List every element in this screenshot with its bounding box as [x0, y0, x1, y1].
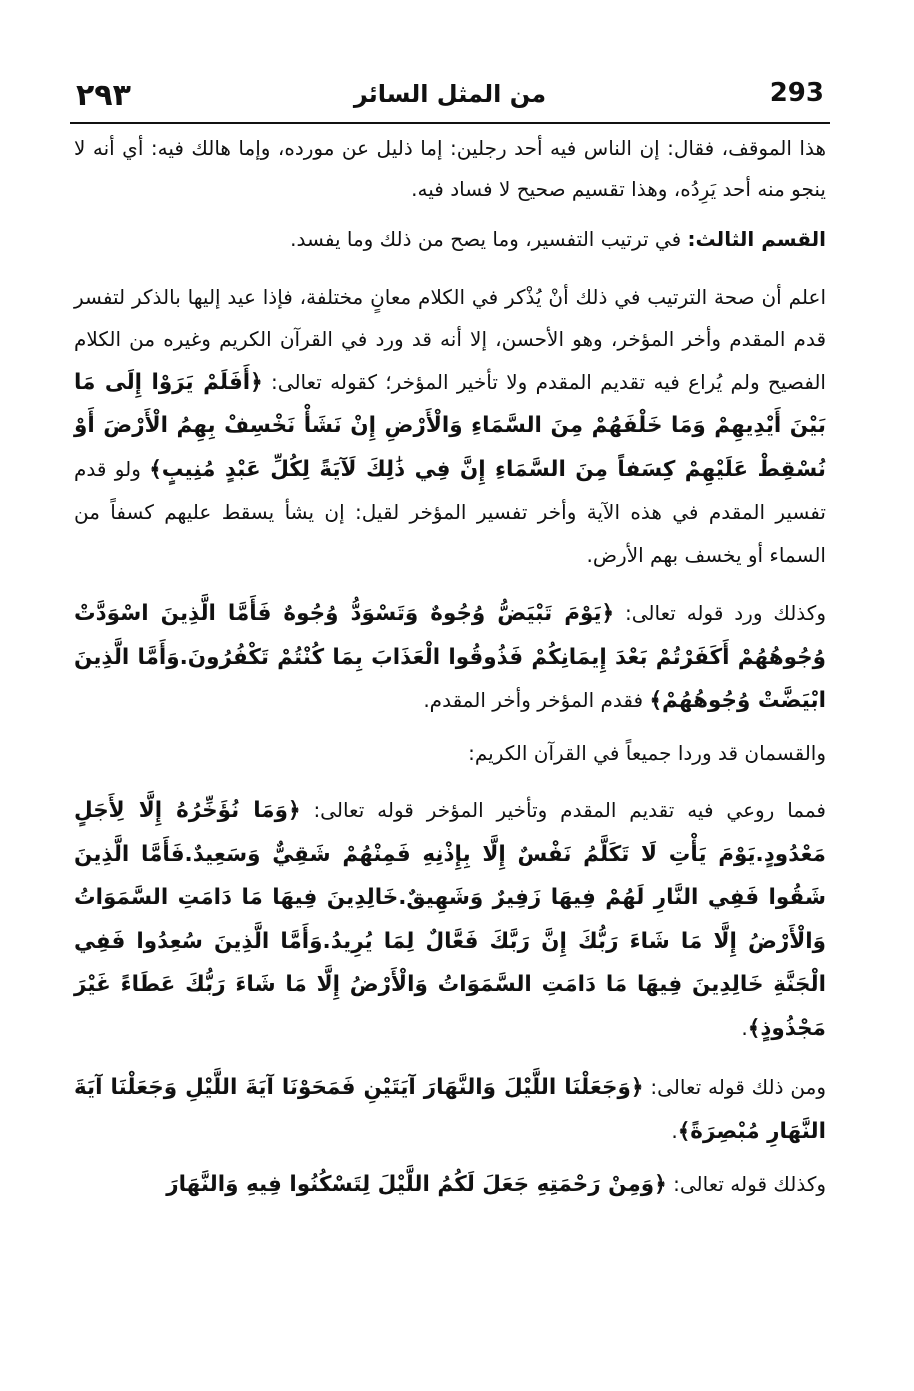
quran-verse: ﴿وَمَا نُؤَخِّرُهُ إِلَّا لِأَجَلٍ مَعْدُودٍ.يَوْمَ يَأْتِ لَا تَكَلَّمُ نَفْسٌ إِلَّا بِإِذْنِهِ فَمِنْهُمْ شَقِيٌّ وَسَعِيدٌ.فَأَمَّا الَّذِينَ شَقُوا فَفِي النَّارِ لَهُمْ فِيهَا زَفِيرٌ وَشَهِيقٌ.خَالِدِينَ فِيهَا مَا دَامَتِ السَّمَوَاتُ وَالْأَرْضُ إِلَّا مَا شَاءَ رَبُّكَ إِنَّ رَبَّكَ فَعَّالٌ لِمَا يُرِيدُ.وَأَمَّا الَّذِينَ سُعِدُوا فَفِي الْجَنَّةِ خَالِدِينَ فِيهَا مَا دَامَتِ السَّمَوَاتُ وَالْأَرْضُ إِلَّا مَا شَاءَ رَبُّكَ عَطَاءً غَيْرَ مَجْذُوذٍ﴾	[74, 798, 826, 1041]
text-segment: فمما روعي فيه تقديم المقدم وتأخير المؤخر قوله تعالى:	[300, 798, 826, 822]
body-text	[74, 128, 826, 1207]
page-number-arabic: ٢٩٣	[76, 78, 131, 113]
text-segment: وكذلك ورد قوله تعالى:	[614, 601, 826, 625]
quran-verse: ﴿وَجَعَلْنَا اللَّيْلَ وَالنَّهَارَ آيَتَيْنِ فَمَحَوْنَا آيَةَ اللَّيْلِ وَجَعَلْنَا آيَةَ النَّهَارِ مُبْصِرَةً﴾	[74, 1075, 826, 1144]
paragraph-2	[74, 219, 826, 260]
paragraph-8	[74, 1163, 826, 1207]
page-header	[70, 72, 830, 124]
quran-verse: ﴿يَوْمَ تَبْيَضُّ وُجُوهٌ وَتَسْوَدُّ وُجُوهٌ فَأَمَّا الَّذِينَ اسْوَدَّتْ وُجُوهُهُمْ أَكَفَرْتُمْ بَعْدَ إِيمَانِكُمْ فَذُوقُوا الْعَذَابَ بِمَا كُنْتُمْ تَكْفُرُونَ.وَأَمَّا الَّذِينَ ابْيَضَّتْ وُجُوهُهُمْ﴾	[74, 601, 826, 713]
text-segment: وكذلك قوله تعالى:	[666, 1172, 826, 1196]
text-segment: اعلم أن صحة الترتيب في ذلك أنْ يُذْكر في الكلام معانٍ مختلفة، فإذا عيد إليها بالذكر لتفسر قدم المقدم وأخر المؤخر، وهو الأحسن، إلا أنه قد ورد في القرآن الكريم وغيره من الكلام الفصيح ولم يُراع فيه تقديم المقدم ولا تأخير المؤخر؛ كقوله تعالى:	[74, 284, 826, 394]
paragraph-3	[74, 276, 826, 577]
text-segment: فقدم المؤخر وأخر المقدم.	[423, 688, 650, 712]
paragraph-7	[74, 1066, 826, 1153]
text-segment: في ترتيب التفسير، وما يصح من ذلك وما يفسد.	[290, 227, 688, 251]
paragraph-1	[74, 128, 826, 209]
text-segment: ومن ذلك قوله تعالى:	[643, 1075, 826, 1099]
quran-verse: ﴿وَمِنْ رَحْمَتِهِ جَعَلَ لَكُمُ اللَّيْلَ لِتَسْكُنُوا فِيهِ وَالنَّهَارَ	[166, 1172, 667, 1197]
text-segment: ولو قدم تفسير المقدم في هذه الآية وأخر تفسير المؤخر لقيل: إن يشأ يسقط عليهم كسفاً من السماء أو يخسف بهم الأرض.	[74, 456, 826, 567]
paragraph-6	[74, 789, 826, 1050]
quran-verse: ﴿أَفَلَمْ يَرَوْا إِلَى مَا بَيْنَ أَيْدِيهِمْ وَمَا خَلْفَهُمْ مِنَ السَّمَاءِ وَالْأَرْضِ إِنْ نَشَأْ نَخْسِفْ بِهِمُ الْأَرْضَ أَوْ نُسْقِطْ عَلَيْهِمْ كِسَفاً مِنَ السَّمَاءِ إِنَّ فِي ذَٰلِكَ لَآيَةً لِكُلِّ عَبْدٍ مُنِيبٍ﴾	[74, 369, 826, 482]
running-title: من المثل السائر	[353, 80, 547, 108]
paragraph-5	[74, 733, 826, 774]
text-segment: والقسمان قد وردا جميعاً في القرآن الكريم:	[468, 740, 826, 765]
page-number: 293	[769, 78, 824, 108]
text-segment: .	[741, 1015, 748, 1040]
text-segment: هذا الموقف، فقال: إن الناس فيه أحد رجلين: إما ذليل عن مورده، وإما هالك فيه: أي أنه لا ينجو منه أحد يَرِدُه، وهذا تقسيم صحيح لا فساد فيه.	[74, 136, 826, 201]
paragraph-4	[74, 592, 826, 723]
text-segment: .	[671, 1118, 678, 1143]
section-heading: القسم الثالث:	[687, 227, 826, 251]
